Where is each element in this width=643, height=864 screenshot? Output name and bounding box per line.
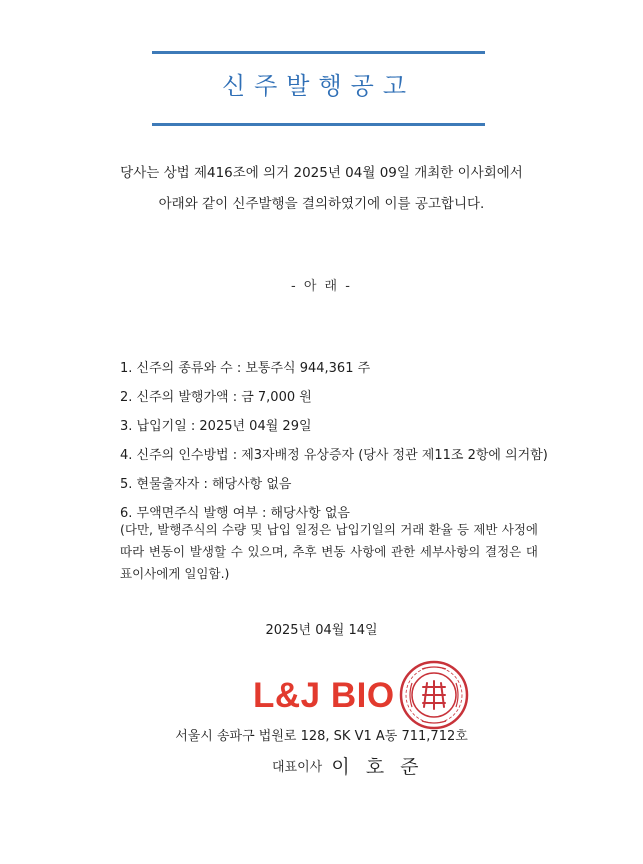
announcement-date: 2025년 04월 14일 <box>265 623 378 638</box>
company-address: 서울시 송파구 법원로 128, SK V1 A동 711,712호 <box>175 729 468 744</box>
intro-line-1: 당사는 상법 제416조에 의거 2025년 04월 09일 개최한 이사회에서 <box>120 165 523 181</box>
company-seal-icon <box>398 659 470 731</box>
list-item: 3. 납입기일 : 2025년 04월 29일 <box>120 419 312 434</box>
signatory <box>272 752 423 779</box>
title-top-rule <box>152 51 485 54</box>
page-title: 신주발행공고 <box>221 72 416 100</box>
issuance-items-list <box>120 357 548 531</box>
section-heading: - 아 래 - <box>291 279 352 294</box>
note-paragraph: (다만, 발행주식의 수량 및 납입 일정은 납입기일의 거래 환율 등 제반 사정에 따라 변동이 발생할 수 있으며, 추후 변동 사항에 관한 세부사항의 결정은 대표이사에게 일임함.) <box>120 522 538 581</box>
list-item: 4. 신주의 인수방법 : 제3자배정 유상증자 (당사 정관 제11조 2항에 의거함) <box>120 448 548 463</box>
company-logo: L&J BIO <box>253 676 395 715</box>
list-item: 6. 무액면주식 발행 여부 : 해당사항 없음 <box>120 506 350 521</box>
list-item: 2. 신주의 발행가액 : 금 7,000 원 <box>120 390 312 405</box>
list-item: 5. 현물출자자 : 해당사항 없음 <box>120 477 292 492</box>
signatory-name: 이 호 준 <box>331 756 424 778</box>
title-bottom-rule <box>152 123 485 126</box>
signatory-role: 대표이사 <box>272 760 323 775</box>
list-item: 1. 신주의 종류와 수 : 보통주식 944,361 주 <box>120 361 371 376</box>
intro-line-2: 아래와 같이 신주발행을 결의하였기에 이를 공고합니다. <box>158 196 485 212</box>
